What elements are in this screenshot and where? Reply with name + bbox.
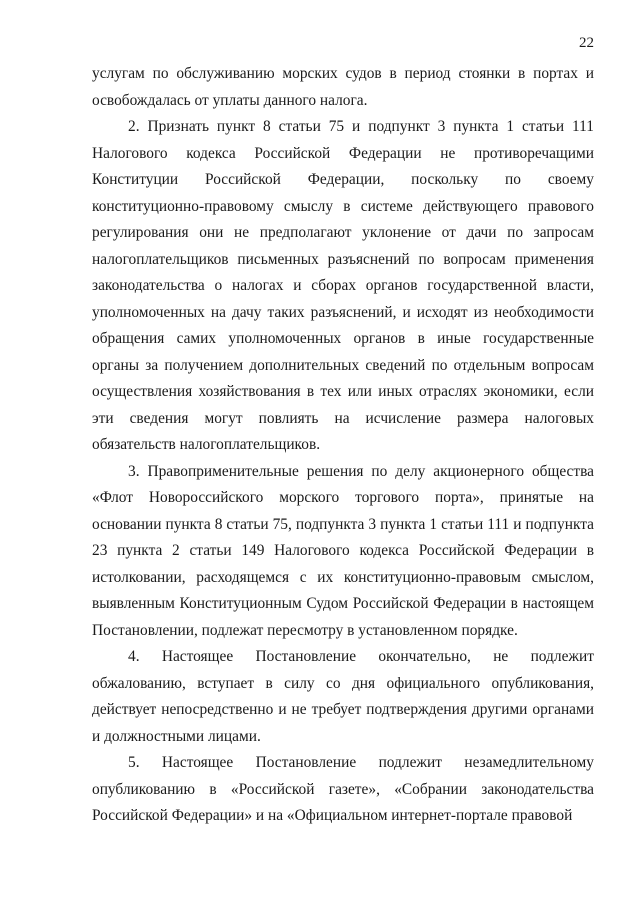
- paragraph-item-4: 4. Настоящее Постановление окончательно, не подлежит обжалованию, вступает в силу со дня официального опубликования, действует непосредственно и не требует подтверждения другими органами и должностными лицами.: [92, 648, 594, 745]
- paragraph-item-3: 3. Правоприменительные решения по делу акционерного общества «Флот Новороссийского морского торгового порта», принятые на основании пункта 8 статьи 75, подпункта 3 пункта 1 статьи 111 и подпункта 23 пункта 2 статьи 149 Налогового кодекса Российской Федерации в истолковании, расходящемся с их конституционно-правовым смыслом, выявленным Конституционным Судом Российской Федерации в настоящем Постановлении, подлежат пересмотру в установленном порядке.: [92, 462, 594, 639]
- page-number: 22: [579, 35, 594, 51]
- paragraph-item-2: 2. Признать пункт 8 статьи 75 и подпункт 3 пункта 1 статьи 111 Налогового кодекса Российской Федерации не противоречащими Конституции Российской Федерации, поскольку по своему конституционно-правовому смыслу в системе действующего правового регулирования они не предполагают уклонение от дачи по запросам налогоплательщиков письменных разъяснений по вопросам применения законодательства о налогах и сборах органов государственной власти, уполномоченных на дачу таких разъяснений, и исходят из необходимости обращения самих уполномоченных органов в иные государственные органы за получением дополнительных сведений по отдельным вопросам осуществления хозяйствования в тех или иных отраслях экономики, если эти сведения могут повлиять на исчисление размера налоговых обязательств налогоплательщиков.: [92, 118, 594, 453]
- paragraph-item-5: 5. Настоящее Постановление подлежит незамедлительному опубликованию в «Российской газете», «Собрании законодательства Российской Федерации» и на «Официальном интернет-портале правовой: [92, 754, 594, 824]
- document-body: [92, 61, 594, 830]
- paragraph-continuation: услугам по обслуживанию морских судов в период стоянки в портах и освобождалась от уплаты данного налога.: [92, 65, 594, 109]
